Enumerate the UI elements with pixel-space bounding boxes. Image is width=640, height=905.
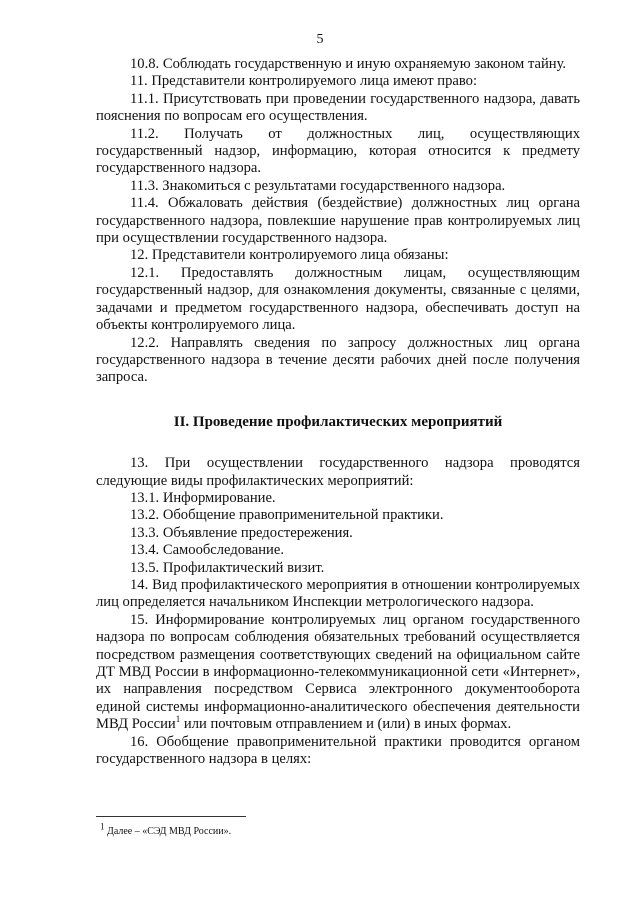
footnote-divider	[96, 816, 246, 817]
paragraph-11-2: 11.2. Получать от должностных лиц, осуществляющих государственный надзор, информацию, которая относится к предмету государственного надзора.	[96, 125, 580, 177]
paragraph-12: 12. Представители контролируемого лица обязаны:	[130, 247, 449, 264]
paragraph-13: 13. При осуществлении государственного надзора проводятся следующие виды профилактических мероприятий:	[96, 455, 580, 489]
document-body	[96, 56, 580, 768]
page-number: 5	[316, 32, 324, 47]
paragraph-15-text: 15. Информирование контролируемых лиц органом государственного надзора по вопросам соблюдения обязательных требований осуществляется посредством размещения соответствующих сведений на официальном сайте ДТ МВД России в информационно-телекоммуникационной сети «Интернет», их направления посредством Сервиса электронного документооборота единой системы информационно-аналитического обеспечения деятельности МВД России	[96, 611, 580, 733]
paragraph-16: 16. Обобщение правоприменительной практики проводится органом государственного надзора в целях:	[96, 733, 580, 768]
section-heading: II. Проведение профилактических мероприятий	[173, 413, 503, 430]
paragraph-12-2: 12.2. Направлять сведения по запросу должностных лиц органа государственного надзора в течение десяти рабочих дней после получения запроса.	[96, 334, 580, 386]
paragraph-11-4: 11.4. Обжаловать действия (бездействие) должностных лиц органа государственного надзора, повлекшие нарушение прав контролируемых лиц при осуществлении государственного надзора.	[96, 195, 580, 247]
paragraph-15	[96, 612, 580, 734]
footnote-mark: 1	[100, 821, 105, 832]
paragraph-13-3: 13.3. Объявление предостережения.	[130, 524, 353, 541]
paragraph-12-1: 12.1. Предоставлять должностным лицам, осуществляющим государственный надзор, для ознакомления документы, связанные с целями, задачами и предметом государственного надзора, обеспечивать доступ на объекты контролируемого лица.	[96, 264, 580, 334]
paragraph-10-8: 10.8. Соблюдать государственную и иную охраняемую законом тайну.	[130, 56, 567, 72]
paragraph-11-1: 11.1. Присутствовать при проведении государственного надзора, давать пояснения по вопросам его осуществления.	[96, 90, 580, 125]
paragraph-13-4: 13.4. Самообследование.	[130, 542, 284, 559]
paragraph-11-3: 11.3. Знакомиться с результатами государственного надзора.	[130, 177, 506, 194]
paragraph-13-5: 13.5. Профилактический визит.	[130, 559, 325, 576]
footnote-text: Далее – «СЭД МВД России».	[104, 826, 232, 837]
paragraph-11: 11. Представители контролируемого лица имеют право:	[130, 73, 478, 90]
paragraph-13-2: 13.2. Обобщение правоприменительной практики.	[130, 507, 444, 524]
footnote	[100, 821, 232, 837]
paragraph-13-1: 13.1. Информирование.	[130, 489, 276, 506]
paragraph-15-tail: или почтовым отправлением и (или) в иных формах.	[180, 716, 512, 733]
footnote-reference[interactable]: 1	[175, 714, 181, 725]
paragraph-14: 14. Вид профилактического мероприятия в отношении контролируемых лиц определяется начальником Инспекции метрологического надзора.	[96, 576, 580, 611]
